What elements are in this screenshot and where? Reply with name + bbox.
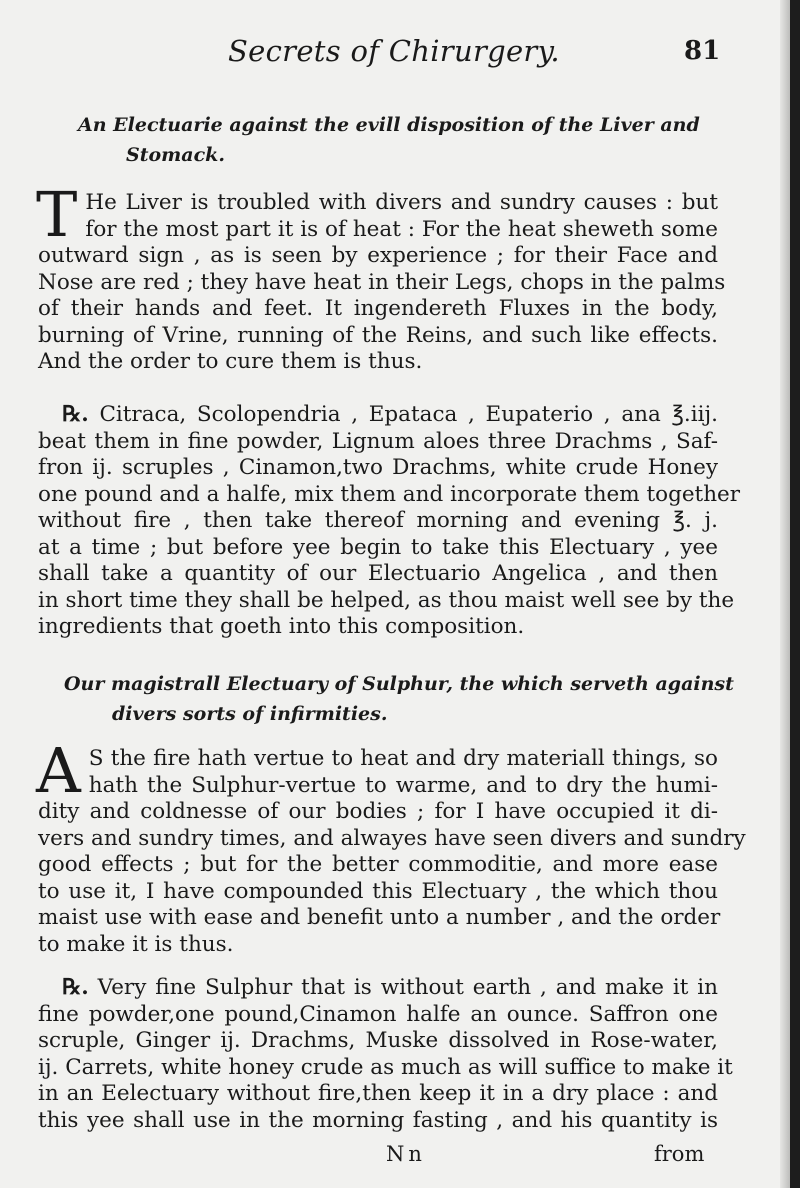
recipe-symbol: ℞. [62, 975, 89, 1000]
text-line: maist use with ease and benefit unto a number , and the order [38, 905, 721, 930]
paragraph-sulphur-recipe [38, 975, 733, 1134]
signature-mark: Nn [386, 1142, 426, 1166]
text-line: S the fire hath vertue to heat and dry materiall things, so [88, 746, 718, 771]
section-heading-sulphur [64, 669, 744, 729]
text-line: for the most part it is of heat : For the heat sheweth some [85, 216, 718, 242]
page-footer [0, 1142, 790, 1170]
text-line-content: Citraca, Scolopendria , Epataca , Eupaterio , ana ℥.iij. [99, 402, 719, 427]
running-title: Secrets of Chirurgery. [228, 34, 560, 68]
text-line: good effects ; but for the better commoditie, and more ease [38, 852, 718, 877]
text-line: one pound and a halfe, mix them and incorporate them together [38, 481, 741, 507]
heading-line: divers sorts of infirmities. [112, 703, 388, 725]
text-line [38, 402, 718, 429]
section-heading-liver [78, 110, 758, 170]
drop-cap: A [36, 734, 81, 807]
text-line: fine powder,one pound,Cinamon halfe an ounce. Saffron one [38, 1001, 718, 1027]
page-header [0, 34, 790, 78]
text-line [38, 975, 718, 1002]
text-line: hath the Sulphur-vertue to warme, and to dry the humi- [88, 772, 718, 798]
text-line-content: Very fine Sulphur that is without earth , and make it in [97, 975, 718, 1000]
text-line: of their hands and feet. It ingendereth Fluxes in the body, [38, 296, 718, 321]
text-line: outward sign , as is seen by experience ; for their Face and [38, 243, 718, 268]
paragraph-liver-causes [36, 178, 726, 376]
paragraph-liver-recipe [38, 402, 741, 641]
text-line: to make it is thus. [38, 931, 234, 957]
text-line: to use it, I have compounded this Electuary , the which thou [38, 878, 718, 904]
text-line: ingredients that goeth into this composition. [38, 614, 525, 639]
heading-line: An Electuarie against the evill disposition of the Liver and [78, 114, 700, 136]
text-line: in short time they shall be helped, as thou maist well see by the [38, 587, 735, 613]
text-line: Nose are red ; they have heat in their Legs, chops in the palms [38, 269, 726, 295]
page-number: 81 [684, 36, 721, 66]
text-line: at a time ; but before yee begin to take this Electuary , yee [38, 534, 718, 560]
heading-line: Our magistrall Electuary of Sulphur, the which serveth against [64, 673, 734, 695]
catchword: from [654, 1142, 705, 1166]
text-line: this yee shall use in the morning fasting , and his quantity is [38, 1107, 718, 1133]
heading-line: Stomack. [126, 144, 225, 166]
text-line: in an Eelectuary without fire,then keep it in a dry place : and [38, 1081, 718, 1106]
page-edge [790, 0, 800, 1188]
drop-cap: T [36, 178, 78, 251]
text-line: beat them in fine powder, Lignum aloes three Drachms , Saf- [38, 428, 718, 454]
text-line: dity and coldnesse of our bodies ; for I have occupied it di- [38, 799, 718, 824]
text-line: He Liver is troubled with divers and sundry causes : but [85, 190, 718, 215]
recipe-symbol: ℞. [62, 402, 89, 427]
text-line: ij. Carrets, white honey crude as much as will suffice to make it [38, 1054, 733, 1080]
text-line: scruple, Ginger ij. Drachms, Muske dissolved in Rose-water, [38, 1028, 718, 1053]
text-line: burning of Vrine, running of the Reins, and such like effects. [38, 322, 718, 348]
paragraph-sulphur-vertue [36, 734, 746, 958]
text-line: vers and sundry times, and alwayes have seen divers and sundry [38, 825, 746, 851]
text-line: shall take a quantity of our Electuario Angelica , and then [38, 561, 718, 586]
text-line: without fire , then take thereof morning and evening ℥. j. [38, 508, 718, 533]
text-line: fron ij. scruples , Cinamon,two Drachms, white crude Honey [38, 455, 718, 480]
text-line: And the order to cure them is thus. [38, 349, 423, 374]
